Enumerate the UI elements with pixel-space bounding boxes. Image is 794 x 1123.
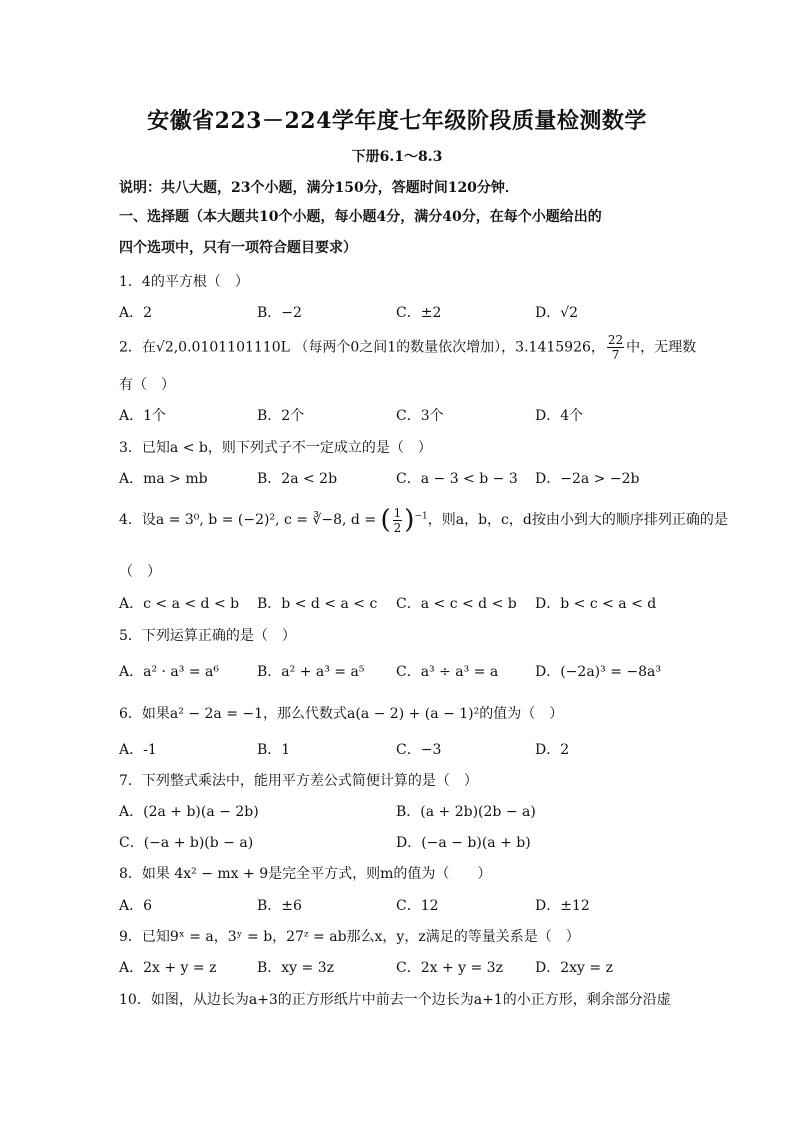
q4-option-c: C．a < c < d < b [396,596,517,612]
q5-stem: 5．下列运算正确的是（ ） [119,628,296,644]
q7-stem: 7．下列整式乘法中，能用平方差公式简便计算的是（ ） [119,773,478,789]
q4-fraction [393,506,403,535]
q2-option-c: C．3个 [396,408,444,424]
q4-frac-den: 2 [393,520,402,535]
q3-option-d: D．−2a > −2b [535,471,640,487]
q9-option-b: B．xy = 3z [257,960,335,976]
page-subtitle: 下册6.1～8.3 [351,149,443,165]
q1-option-a: A．2 [119,305,153,321]
q7-option-a: A．(2a + b)(a − 2b) [119,804,259,820]
q2-frac-den: 7 [611,348,620,362]
q4-option-a: A．c < a < d < b [119,596,240,612]
q4-stem-post: ，则a，b，c，d按由小到大的顺序排列正确的是 [427,512,728,528]
q4-frac-num: 1 [393,505,402,520]
q9-option-a: A．2x + y = z [119,960,217,976]
q5-option-b: B．a² + a³ = a⁵ [257,664,365,680]
q8-option-a: A．6 [119,898,153,914]
q7-option-d: D．(−a − b)(a + b) [396,835,531,851]
q1-option-d: D．√2 [535,305,579,321]
q7-option-b: B．(a + 2b)(2b − a) [396,804,536,820]
q2-stem-pre: 2．在√2,0.0101101110L （每两个0之间1的数量依次增加），3.1415926， [119,339,605,356]
q4-option-d: D．b < c < a < d [535,596,657,612]
q10-stem: 10．如图，从边长为a+3的正方形纸片中前去一个边长为a+1的小正方形，剩余部分沿虚 [119,992,671,1008]
q5-option-c: C．a³ ÷ a³ = a [396,664,499,680]
q5-option-a: A．a² · a³ = a⁶ [119,664,219,680]
q3-option-c: C．a − 3 < b − 3 [396,471,518,487]
q8-stem: 8．如果 4x² − mx + 9是完全平方式，则m的值为（ ） [119,866,492,882]
q4-exponent: −1 [414,511,428,522]
q6-option-c: C．−3 [396,742,442,758]
page-title: 安徽省223－224学年度七年级阶段质量检测数学 [147,108,647,134]
q2-stem [119,333,696,362]
q4-option-b: B．b < d < a < c [257,596,378,612]
q8-option-c: C．12 [396,898,439,914]
q2-fraction [607,333,624,362]
q9-option-d: D．2xy = z [535,960,613,976]
q4-stem-pre: 4．设a = 3⁰, b = (−2)², c = ∛−8, d = [119,512,377,528]
q4-paren-close: ) [404,505,415,535]
q3-option-b: B．2a < 2b [257,471,338,487]
section-heading-line1: 一、选择题（本大题共10个小题，每小题4分，满分40分，在每个小题给出的 [119,209,602,225]
q9-option-c: C．2x + y = 3z [396,960,503,976]
q2-option-b: B．2个 [257,408,305,424]
q2-stem-post: 中，无理数 [626,339,697,356]
q1-option-c: C．±2 [396,305,442,321]
q8-option-b: B．±6 [257,898,302,914]
q2-stem-line2: 有（ ） [119,377,175,393]
q2-frac-num: 22 [607,333,624,347]
q8-option-d: D．±12 [535,898,590,914]
instructions: 说明：共八大题，23个小题，满分150分，答题时间120分钟． [119,180,519,196]
q9-stem: 9．已知9ˣ = a，3ʸ = b，27ᶻ = ab那么x，y，z满足的等量关系是（ ） [119,929,580,945]
q6-option-d: D．2 [535,742,570,758]
q4-paren-open: ( [380,505,391,535]
section-heading-line2: 四个选项中，只有一项符合题目要求） [119,240,357,256]
q4-stem [119,505,728,535]
q3-option-a: A．ma > mb [119,471,208,487]
q6-option-a: A．-1 [119,742,157,758]
q5-option-d: D．(−2a)³ = −8a³ [535,664,661,680]
q2-option-d: D．4个 [535,408,584,424]
q3-stem: 3．已知a < b，则下列式子不一定成立的是（ ） [119,440,432,456]
q4-stem-line2: （ ） [119,564,161,580]
q2-option-a: A．1个 [119,408,167,424]
q1-option-b: B．−2 [257,305,302,321]
q1-stem: 1．4的平方根（ ） [119,274,249,290]
q6-stem: 6．如果a² − 2a = −1，那么代数式a(a − 2) + (a − 1)²的值为（ ） [119,706,564,722]
q7-option-c: C．(−a + b)(b − a) [119,835,254,851]
q6-option-b: B．1 [257,742,291,758]
